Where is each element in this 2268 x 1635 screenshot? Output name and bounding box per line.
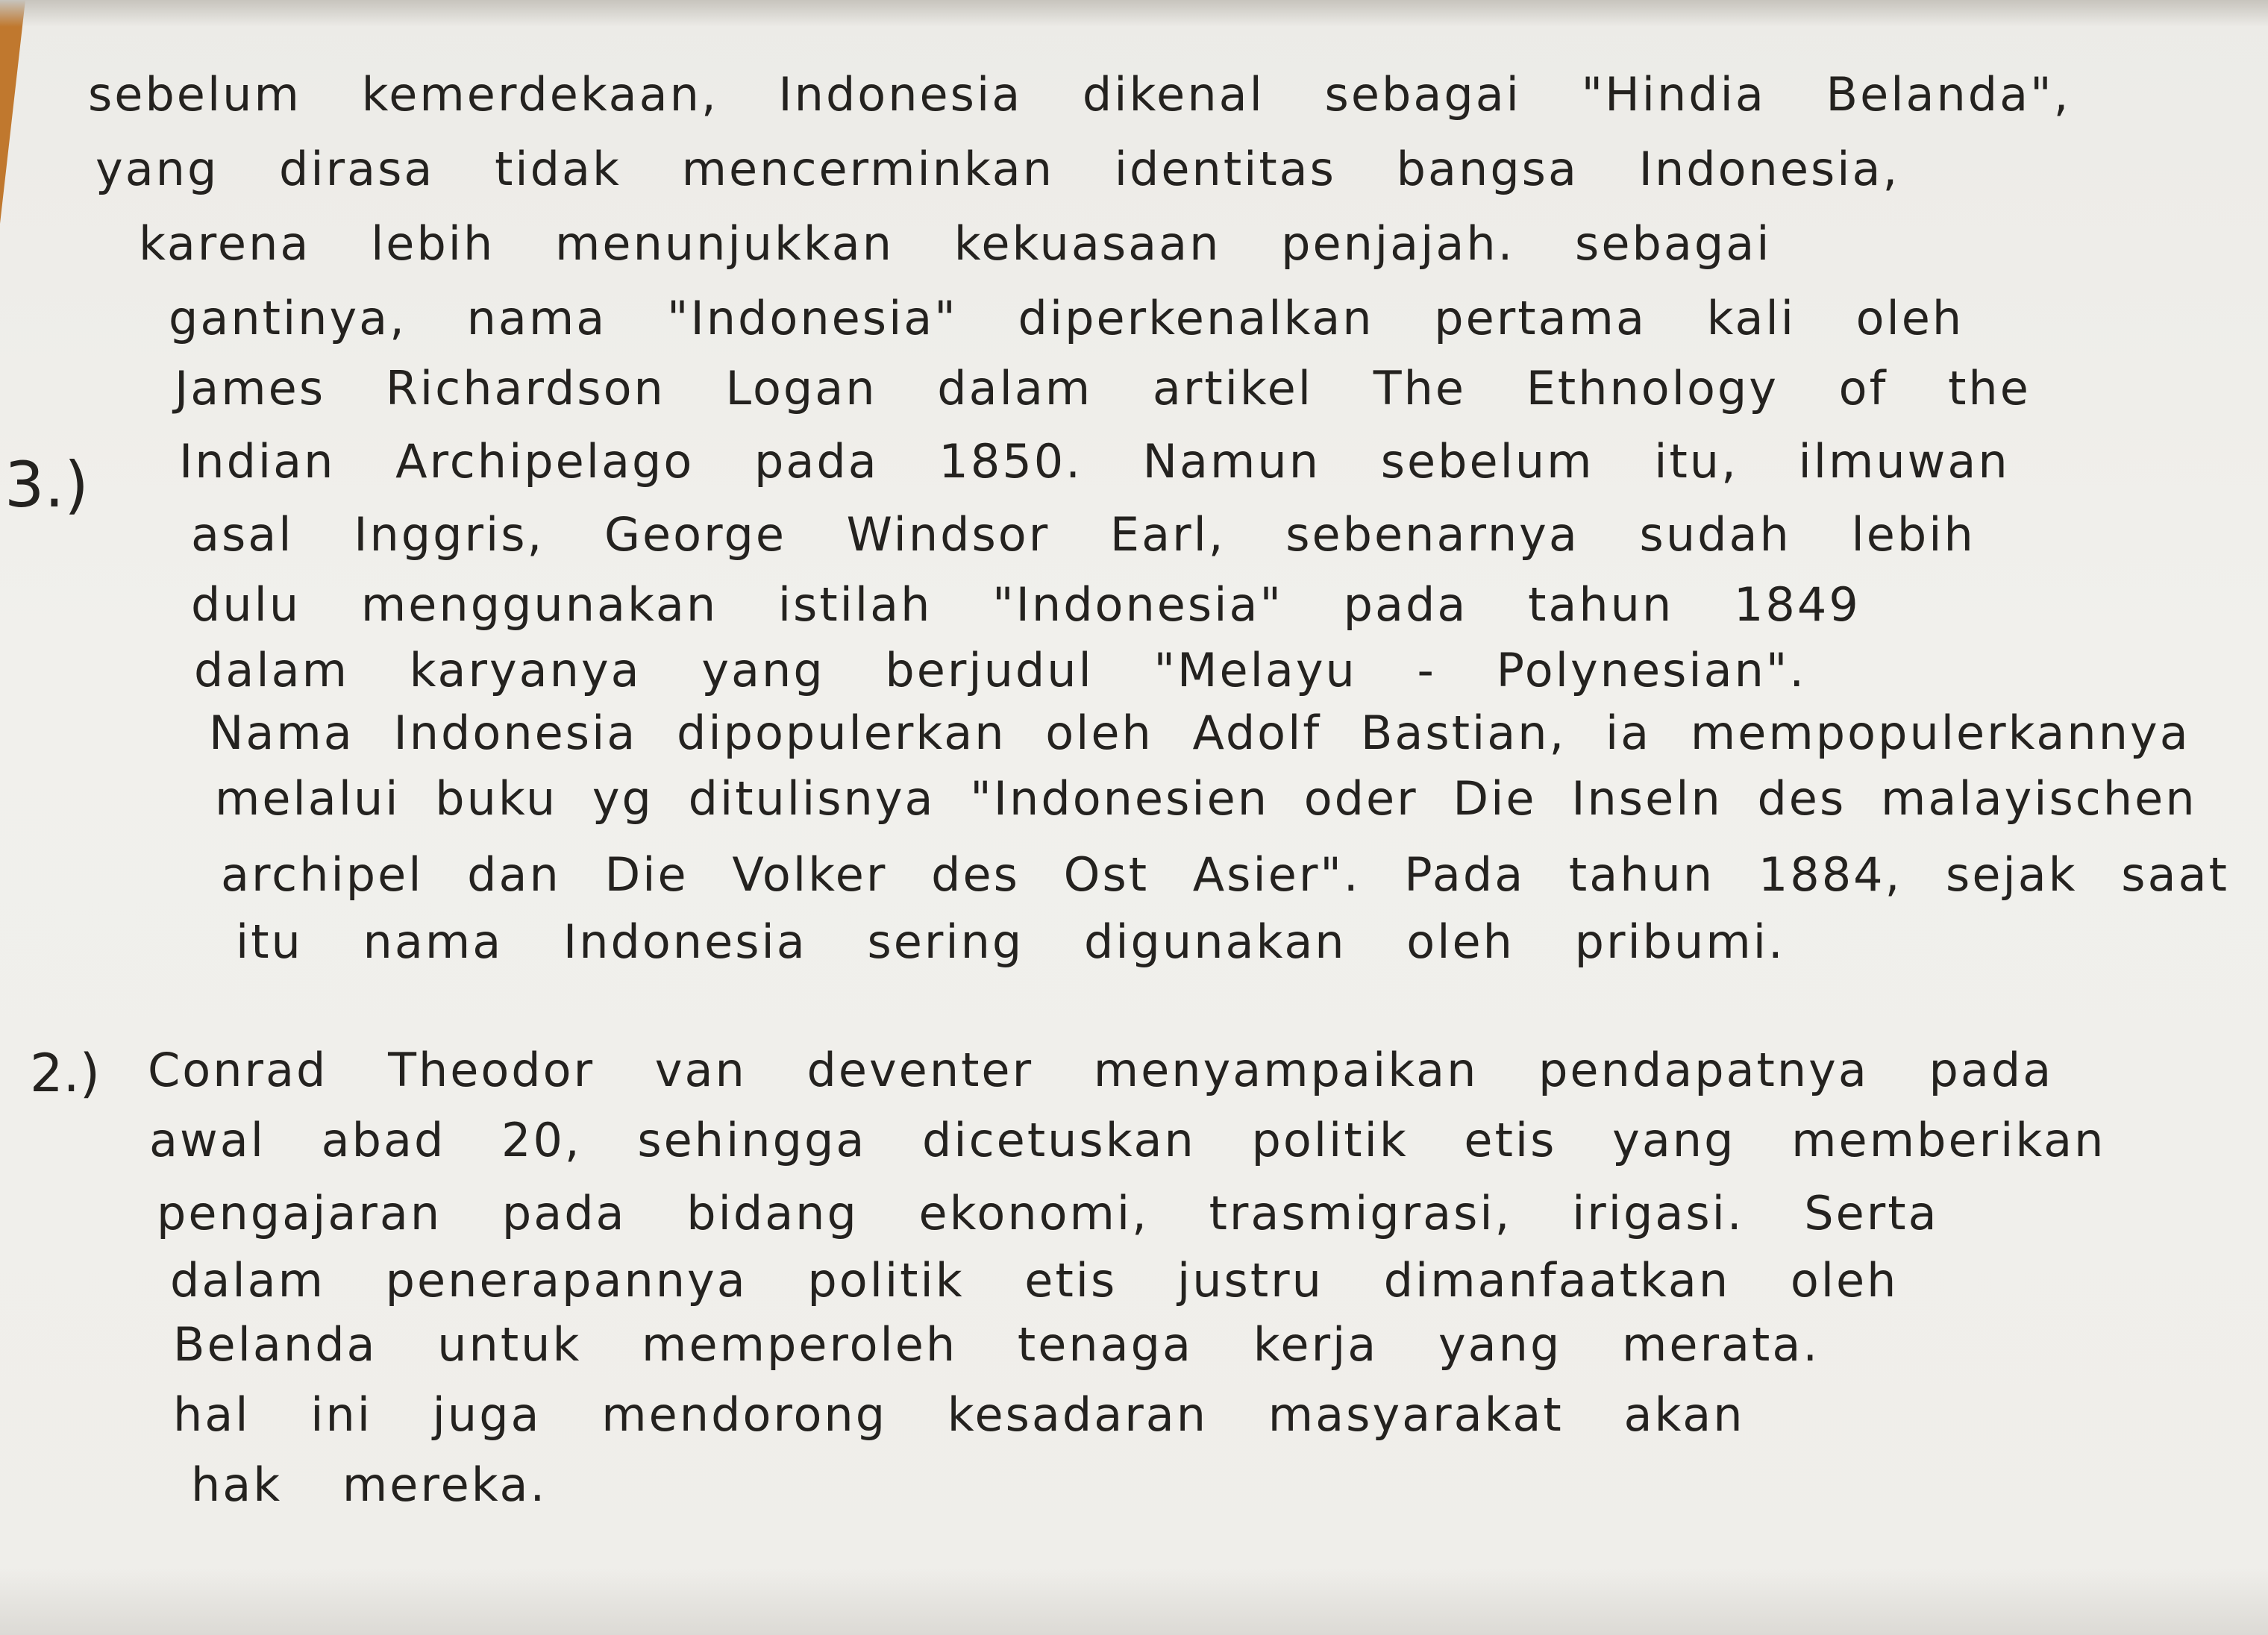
answer-2-line-6: hal ini juga mendorong kesadaran masyarakat akan [173,1387,1745,1442]
answer-2-line-3: pengajaran pada bidang ekonomi, trasmigrasi, irigasi. Serta [157,1186,1939,1240]
answer-3-line-10: Nama Indonesia dipopulerkan oleh Adolf Bastian, ia mempopulerkannya [209,706,2190,760]
answer-3-line-5: James Richardson Logan dalam artikel The Ethnology of the [175,361,2031,415]
answer-3-number: 3.) [4,448,89,521]
answer-3-line-9: dalam karyanya yang berjudul "Melayu - Polynesian". [194,643,1807,697]
answer-3-line-6: Indian Archipelago pada 1850. Namun sebelum itu, ilmuwan [179,434,2010,489]
answer-3-line-4: gantinya, nama "Indonesia" diperkenalkan pertama kali oleh [169,291,1964,345]
answer-2-line-5: Belanda untuk memperoleh tenaga kerja yang merata. [173,1317,1820,1372]
answer-2-number: 2.) [30,1043,101,1104]
bottom-shadow [0,1568,2268,1635]
answer-2-line-1: Conrad Theodor van deventer menyampaikan pendapatnya pada [148,1043,2054,1097]
answer-3-line-12: archipel dan Die Volker des Ost Asier". Pada tahun 1884, sejak saat [221,847,2229,902]
answer-3-line-2: yang dirasa tidak mencerminkan identitas bangsa Indonesia, [95,142,1900,196]
answer-3-line-11: melalui buku yg ditulisnya "Indonesien oder Die Inseln des malayischen [215,771,2197,826]
top-shadow [0,0,2268,27]
answer-3-line-1: sebelum kemerdekaan, Indonesia dikenal sebagai "Hindia Belanda", [88,67,2071,122]
answer-3-line-3: karena lebih menunjukkan kekuasaan penjajah. sebagai [139,216,1772,271]
answer-3-line-7: asal Inggris, George Windsor Earl, sebenarnya sudah lebih [191,507,1976,562]
answer-2-line-2: awal abad 20, sehingga dicetuskan politik etis yang memberikan [149,1113,2106,1167]
table-corner [0,0,25,224]
answer-2-line-7: hak mereka. [191,1457,548,1512]
answer-3-line-8: dulu menggunakan istilah "Indonesia" pada tahun 1849 [191,577,1861,632]
answer-3-line-13: itu nama Indonesia sering digunakan oleh pribumi. [236,914,1785,969]
answer-2-line-4: dalam penerapannya politik etis justru dimanfaatkan oleh [170,1253,1899,1308]
